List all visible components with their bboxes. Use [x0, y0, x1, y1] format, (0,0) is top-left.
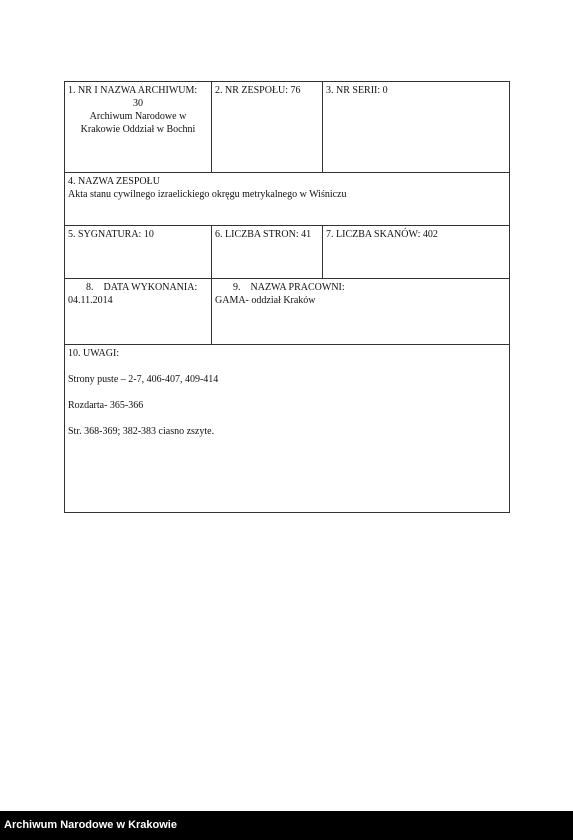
- footer-text: Archiwum Narodowe w Krakowie: [4, 819, 177, 831]
- archive-number: 30: [133, 98, 143, 109]
- page-count: 6. LICZBA STRON: 41: [215, 229, 312, 240]
- date-value: 04.11.2014: [68, 295, 113, 306]
- scan-count-cell: [322, 225, 510, 279]
- metadata-form: [64, 81, 510, 513]
- fond-name-label: 4. NAZWA ZESPOŁU: [68, 176, 160, 187]
- page-count-cell: [211, 225, 323, 279]
- signature-cell: [64, 225, 212, 279]
- note-item: Strony puste – 2-7, 406-407, 409-414: [68, 374, 219, 385]
- fond-number-cell: [211, 81, 323, 173]
- notes-cell: [64, 344, 510, 513]
- date-cell: [64, 278, 212, 345]
- studio-label: 9. NAZWA PRACOWNI:: [233, 282, 345, 293]
- archive-footer-bar: [0, 811, 573, 840]
- date-label: 8. DATA WYKONANIA:: [86, 282, 198, 293]
- archive-name-line2: Krakowie Oddział w Bochni: [80, 124, 196, 135]
- signature: 5. SYGNATURA: 10: [68, 229, 154, 240]
- fond-name: Akta stanu cywilnego izraelickiego okręgu metrykalnego w Wiśniczu: [68, 189, 347, 200]
- archive-name-line1: Archiwum Narodowe w: [89, 111, 187, 122]
- note-item: Str. 368-369; 382-383 ciasno zszyte.: [68, 426, 215, 437]
- series-number-cell: [322, 81, 510, 173]
- scan-count: 7. LICZBA SKANÓW: 402: [326, 229, 438, 240]
- archive-cell: [64, 81, 212, 173]
- fond-number: 2. NR ZESPOŁU: 76: [215, 85, 301, 96]
- fond-name-cell: [64, 172, 510, 226]
- archive-label: 1. NR I NAZWA ARCHIWUM:: [68, 85, 198, 96]
- series-number: 3. NR SERII: 0: [326, 85, 388, 96]
- studio-value: GAMA- oddział Kraków: [215, 295, 316, 306]
- notes-label: 10. UWAGI:: [68, 348, 120, 359]
- note-item: Rozdarta- 365-366: [68, 400, 144, 411]
- studio-cell: [211, 278, 510, 345]
